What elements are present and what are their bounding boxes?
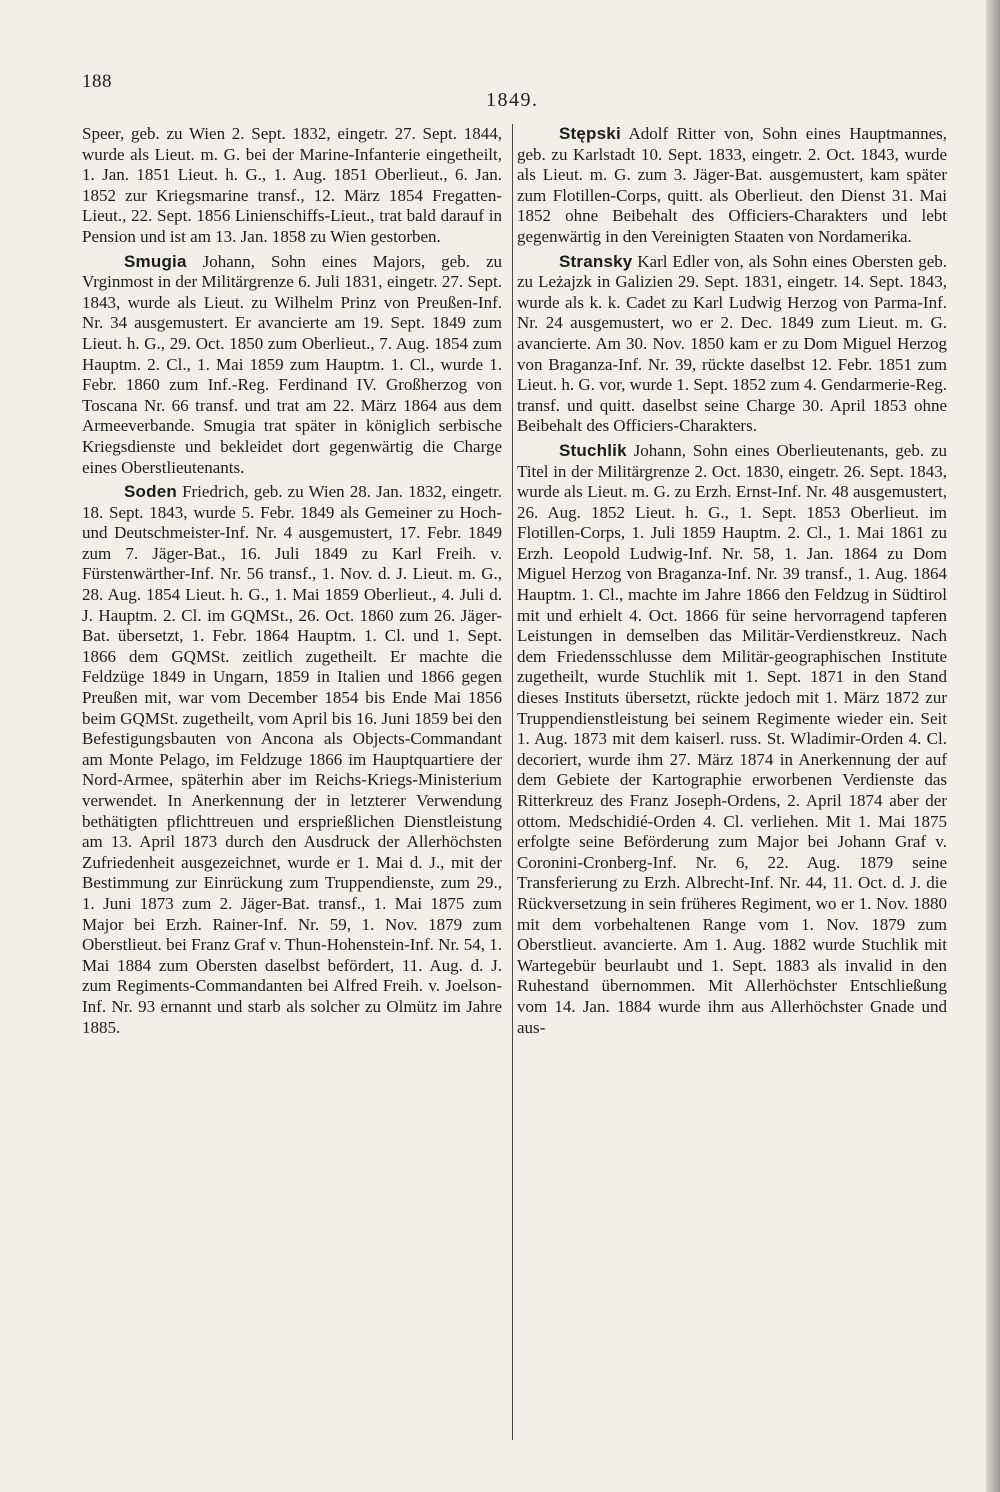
left-column <box>82 124 502 1042</box>
entry-name: Stępski <box>559 124 621 143</box>
entry-text: Speer, geb. zu Wien 2. Sept. 1832, eingetr. 27. Sept. 1844, wurde als Lieut. m. G. bei der Marine-Infanterie eingetheilt, 1. Jan. 1851 Lieut. h. G., 1. Aug. 1851 Oberlieut., 6. Jan. 1852 zur Kriegsmarine transf., 12. März 1854 Fregatten-Lieut., 22. Sept. 1856 Linienschiffs-Lieut., trat bald darauf in Pension und ist am 13. Jan. 1858 zu Wien gestorben. <box>82 124 502 246</box>
entry-text: Johann, Sohn eines Majors, geb. zu Vrginmost in der Militärgrenze 6. Juli 1831, eingetr. 27. Sept. 1843, wurde als Lieut. zu Wilhelm Prinz von Preußen-Inf. Nr. 34 ausgemustert. Er avancierte am 19. Sept. 1849 zum Lieut. h. G., 29. Oct. 1850 zum Oberlieut., 7. Aug. 1854 zum Hauptm. 2. Cl., 1. Mai 1859 zum Hauptm. 1. Cl., wurde 1. Febr. 1860 zum Inf.-Reg. Ferdinand IV. Großherzog von Toscana Nr. 66 transf. und trat am 22. März 1864 aus dem Armeeverbande. Smugia trat später in königlich serbische Kriegsdienste und bekleidet dort gegenwärtig die Charge eines Oberstlieutenants. <box>82 251 502 477</box>
entry-name: Smugia <box>124 251 187 271</box>
scan-edge-shadow <box>986 0 1000 1492</box>
biography-entry <box>82 482 502 1038</box>
entry-text: Karl Edler von, als Sohn eines Obersten geb. zu Leżajzk in Galizien 29. Sept. 1831, eingetr. 14. Sept. 1843, wurde als k. k. Cadet zu Karl Ludwig Herzog von Parma-Inf. Nr. 24 ausgemustert, wo er 2. Dec. 1849 zum Lieut. m. G. avancierte. Am 30. Nov. 1850 kam er zu Dom Miguel Herzog von Braganza-Inf. Nr. 39, rückte daselbst 12. Febr. 1851 zum Lieut. h. G. vor, wurde 1. Sept. 1852 zum 4. Gendarmerie-Reg. transf. und quitt. daselbst seine Charge 30. April 1853 ohne Beibehalt des Officiers-Charakters. <box>517 251 947 436</box>
column-divider <box>512 124 513 1440</box>
entry-name: Stransky <box>559 251 633 271</box>
right-column <box>517 124 947 1042</box>
entry-name: Soden <box>124 482 177 502</box>
biography-entry <box>82 124 502 248</box>
entry-text: Johann, Sohn eines Oberlieutenants, geb. zu Titel in der Militärgrenze 2. Oct. 1830, eingetr. 26. Sept. 1843, wurde als Lieut. m. G. zu Erzh. Ernst-Inf. Nr. 48 ausgemustert, 26. Aug. 1852 Lieut. h. G., 1. Sept. 1853 Oberlieut. im Flotillen-Corps, 1. Juli 1859 Hauptm. 2. Cl., 1. Mai 1861 zu Erzh. Leopold Ludwig-Inf. Nr. 58, 1. Jan. 1864 zu Dom Miguel Herzog von Braganza-Inf. Nr. 39 transf., 1. Aug. 1864 Hauptm. 1. Cl., machte im Jahre 1866 den Feldzug in Südtirol mit und erhielt 4. Oct. 1866 für seine hervorragend tapferen Leistungen in demselben das Militär-Verdienstkreuz. Nach dem Friedensschlusse dem Militär-geographischen Institute zugetheilt, wurde Stuchlik mit 1. Sept. 1871 in den Stand dieses Instituts übersetzt, rückte jedoch mit 1. März 1872 zur Truppendienstleistung bei seinem Regimente wieder ein. Seit 1. Aug. 1873 mit dem kaiserl. russ. St. Wladimir-Orden 4. Cl. decoriert, wurde ihm 27. März 1874 in Anerkennung der auf dem Gebiete der Kartographie erworbenen Verdienste das Ritterkreuz des Franz Joseph-Ordens, 2. April 1874 aber der ottom. Medschidié-Orden 4. Cl. verliehen. Mit 1. Mai 1875 erfolgte seine Beförderung zum Major bei Johann Graf v. Coronini-Cronberg-Inf. Nr. 6, 22. Aug. 1879 seine Transferierung zu Erzh. Albrecht-Inf. Nr. 44, 11. Oct. d. J. die Rückversetzung in sein früheres Regiment, wo er 1. Nov. 1880 mit dem vorbehaltenen Range vom 1. Nov. 1879 zum Oberstlieut. avancierte. Am 1. Aug. 1882 wurde Stuchlik mit Wartegebür beurlaubt und 1. Sept. 1883 als invalid in den Ruhestand übernommen. Mit Allerhöchster Entschließung vom 14. Jan. 1884 wurde ihm aus Allerhöchster Gnade und aus- <box>517 440 947 1037</box>
entry-text: Friedrich, geb. zu Wien 28. Jan. 1832, eingetr. 18. Sept. 1843, wurde 5. Febr. 1849 als Gemeiner zu Hoch- und Deutschmeister-Inf. Nr. 4 ausgemustert, 17. Febr. 1849 zum 7. Jäger-Bat., 16. Juli 1849 zu Karl Freih. v. Fürstenwärther-Inf. Nr. 56 transf., 1. Nov. d. J. Lieut. m. G., 28. Aug. 1854 Lieut. h. G., 1. Mai 1859 Oberlieut., 4. Juli d. J. Hauptm. 2. Cl. im GQMSt., 26. Oct. 1860 zum 26. Jäger-Bat. übersetzt, 1. Febr. 1864 Hauptm. 1. Cl. und 1. Sept. 1866 dem GQMSt. zeitlich zugetheilt. Er machte die Feldzüge 1849 in Ungarn, 1859 in Italien und 1866 gegen Preußen mit, war vom December 1854 bis Ende Mai 1856 beim GQMSt. zugetheilt, vom April bis 16. Juni 1859 bei den Befestigungsbauten von Ancona als Objects-Commandant am Monte Pelago, im Feldzuge 1866 im Hauptquartiere der Nord-Armee, späterhin aber im Reichs-Kriegs-Ministerium verwendet. In Anerkennung der in letzterer Verwendung bethätigten pflichttreuen und ersprießlichen Dienstleistung am 13. April 1873 durch den Ausdruck der Allerhöchsten Zufriedenheit ausgezeichnet, wurde er 1. Mai d. J., mit der Bestimmung zur Einrückung zum Truppendienste, zum 29., 1. Juni 1873 zum 2. Jäger-Bat. transf., 1. Mai 1875 zum Major bei Erzh. Rainer-Inf. Nr. 59, 1. Nov. 1879 zum Oberstlieut. bei Franz Graf v. Thun-Hohenstein-Inf. Nr. 54, 1. Mai 1884 zum Obersten daselbst befördert, 11. Aug. d. J. zum Regiments-Commandanten bei Alfred Freih. v. Joelson-Inf. Nr. 93 ernannt und starb als solcher zu Olmütz im Jahre 1885. <box>82 482 502 1037</box>
biography-entry <box>517 252 947 437</box>
biography-entry <box>82 252 502 479</box>
entry-name: Stuchlik <box>559 440 627 460</box>
biography-entry <box>517 441 947 1038</box>
page-number: 188 <box>82 71 112 92</box>
biography-entry <box>517 124 947 248</box>
entry-text: Adolf Ritter von, Sohn eines Hauptmannes, geb. zu Karlstadt 10. Sept. 1833, eingetr. 2. Oct. 1843, wurde als Lieut. m. G. zum 3. Jäger-Bat. ausgemustert, kam später zum Flotillen-Corps, quitt. als Oberlieut. den Dienst 31. Mai 1852 ohne Beibehalt des Officiers-Charakters und lebt gegenwärtig in den Vereinigten Staaten von Nordamerika. <box>517 124 947 246</box>
year-heading: 1849. <box>486 89 539 111</box>
